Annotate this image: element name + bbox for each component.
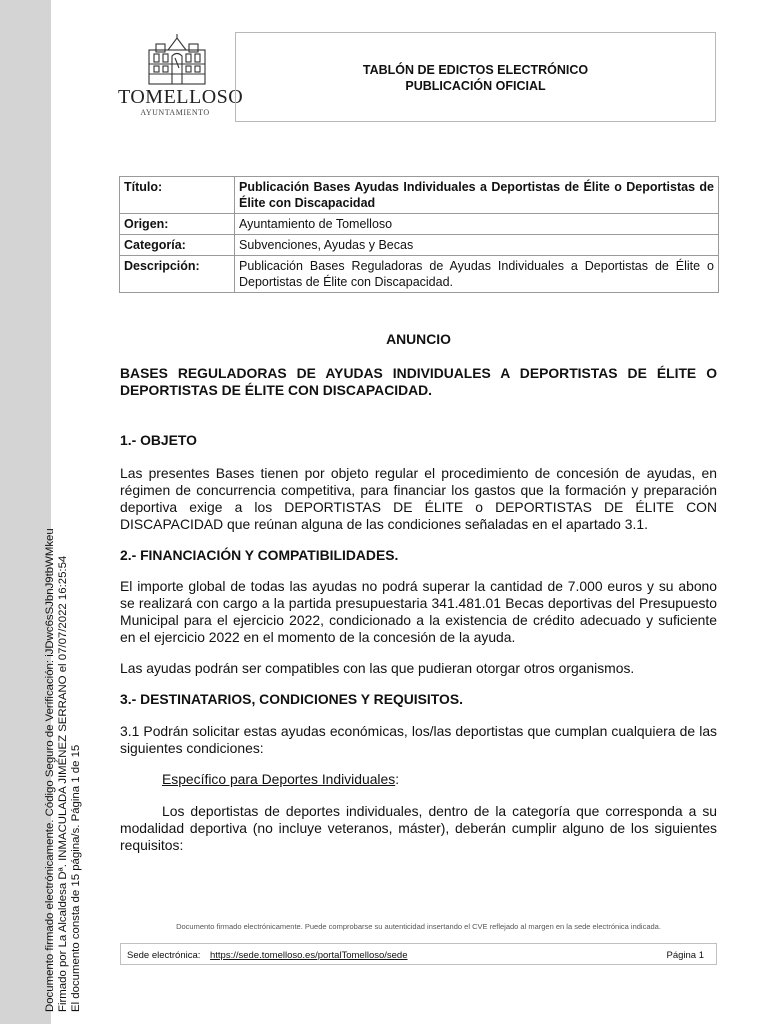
header-line-1: TABLÓN DE EDICTOS ELECTRÓNICO [362,63,589,77]
logo-subtitle: AYUNTAMIENTO [140,108,210,117]
margin-line-pages: El documento consta de 15 página/s. Página 1 de 15 [70,744,82,1012]
titulo-label: Título: [120,177,235,214]
section-2-paragraph-1: El importe global de todas las ayudas no podrá superar la cantidad de 7.000 euros y su abono se realizará con cargo a la partida presupuestaria 341.481.01 Becas deportivas del Presupuesto Municipal para el ejercicio 2022, condicionado a la existencia de crédito adecuado y suficiente en el ejercicio 2022 en el momento de la concesión de la ayuda. [120,578,717,645]
row-descripcion [120,256,719,293]
descripcion-label: Descripción: [120,256,235,293]
document-title: BASES REGULADORAS DE AYUDAS INDIVIDUALES A DEPORTISTAS DE ÉLITE O DEPORTISTAS DE ÉLITE CON DISCAPACIDAD. [120,365,717,398]
row-categoria [120,235,719,256]
margin-line-verification: Documento firmado electrónicamente. Código Seguro de Verificación: iJDwc6sSJbnJ9tbWMkeu [44,528,56,1012]
sede-label: Sede electrónica: [127,950,201,961]
section-1-heading: 1.- OBJETO [120,432,197,448]
signature-note: Documento firmado electrónicamente. Puede comprobarse su autenticidad insertando el CVE reflejado al margen en la sede electrónica indicada. [176,922,661,931]
section-1-paragraph: Las presentes Bases tienen por objeto regular el procedimiento de concesión de ayudas, en régimen de concurrencia competitiva, para financiar los gastos que la formación y preparación deportiva exige a los DEPORTISTAS DE ÉLITE o DEPORTISTAS DE ÉLITE CON DISCAPACIDAD que reúnan alguna de las condiciones señaladas en el apartado 3.1. [120,465,717,532]
categoria-label: Categoría: [120,235,235,256]
sede-link[interactable]: https://sede.tomelloso.es/portalTomelloso/sede [210,950,408,961]
section-3-heading: 3.- DESTINATARIOS, CONDICIONES Y REQUISITOS. [120,691,463,707]
categoria-value: Subvenciones, Ayudas y Becas [235,235,719,256]
margin-line-signed-by: Firmado por La Alcaldesa Dª. INMACULADA JIMÉNEZ SERRANO el 07/07/2022 16:25:54 [57,555,69,1012]
header-line-2: PUBLICACIÓN OFICIAL [405,79,546,93]
section-3-paragraph-1: 3.1 Podrán solicitar estas ayudas económicas, los/las deportistas que cumplan cualquiera de las siguientes condiciones: [120,723,717,756]
origen-label: Origen: [120,214,235,235]
signature-margin-text [44,482,83,1012]
titulo-value: Publicación Bases Ayudas Individuales a Deportistas de Élite o Deportistas de Élite con Discapacidad [235,177,719,214]
section-3-subheading-colon: : [395,771,400,787]
town-hall-icon [146,34,208,86]
page-footer [120,943,717,965]
anuncio-heading: ANUNCIO [386,331,451,347]
logo-name: TOMELLOSO [118,86,244,108]
page-number: Página 1 [666,950,704,961]
tomelloso-logo [118,34,244,122]
section-3-subheading-text: Específico para Deportes Individuales [162,771,396,787]
origen-value: Ayuntamiento de Tomelloso [235,214,719,235]
header-box [235,32,716,122]
section-2-heading: 2.- FINANCIACIÓN Y COMPATIBILIDADES. [120,547,399,563]
publication-info-table [119,176,719,293]
row-origen [120,214,719,235]
section-3-subheading [120,771,717,788]
section-2-paragraph-2: Las ayudas podrán ser compatibles con las que pudieran otorgar otros organismos. [120,660,635,676]
descripcion-value: Publicación Bases Reguladoras de Ayudas Individuales a Deportistas de Élite o Deportistas de Élite con Discapacidad. [235,256,719,293]
section-3-paragraph-2: Los deportistas de deportes individuales, dentro de la categoría que corresponda a su modalidad deportiva (no incluye veteranos, máster), deberán cumplir alguno de los siguientes requisitos: [120,803,717,853]
row-titulo [120,177,719,214]
